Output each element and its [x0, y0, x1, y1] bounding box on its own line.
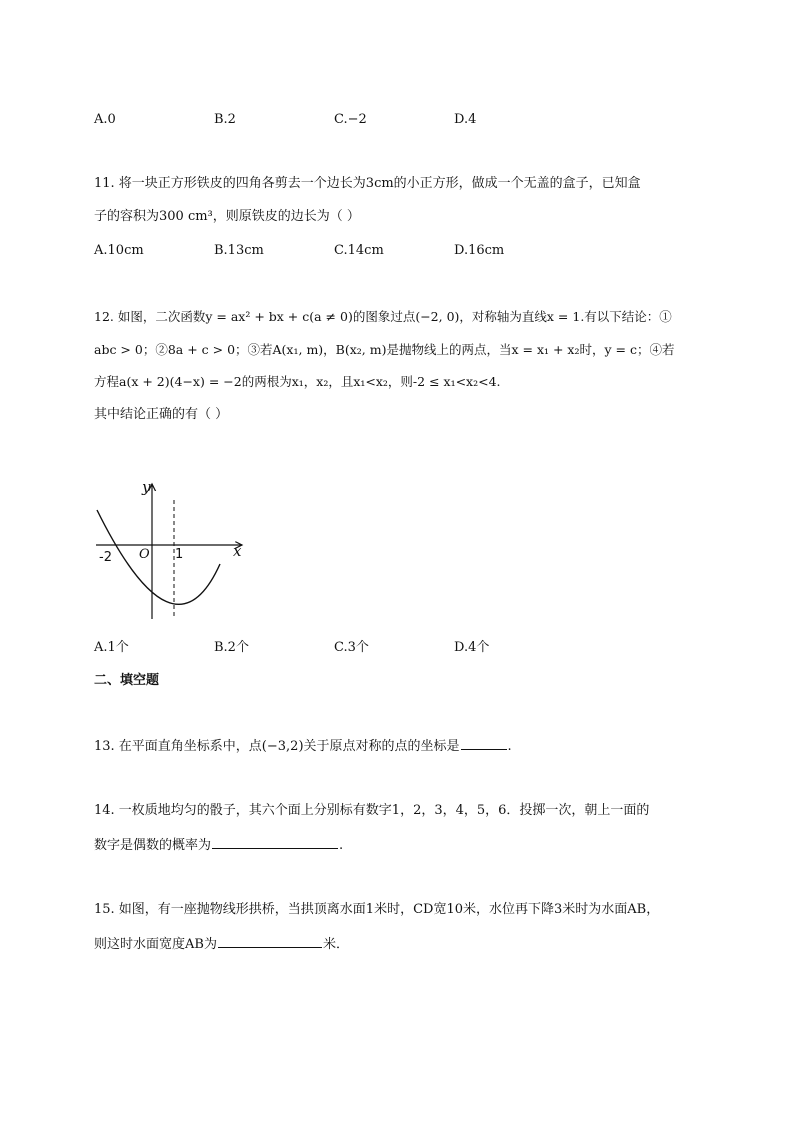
q13-answer-blank[interactable] — [461, 735, 507, 750]
q11-option-c: C.14cm — [334, 243, 384, 258]
q14-answer-blank[interactable] — [212, 834, 338, 849]
q14-line2 — [94, 834, 343, 856]
q12-line3: 方程a(x + 2)(4−x) = −2的两根为x₁，x₂，且x₁<x₂，则-2 ≤ x₁<x₂<4. — [94, 374, 501, 389]
q15-line2 — [94, 933, 349, 955]
q15-line1: 15. 如图，有一座抛物线形拱桥，当拱顶离水面1米时，CD宽10米，水位再下降3米时为水面AB， — [94, 902, 660, 917]
one-label: 1 — [175, 547, 184, 562]
q10-option-d: D.4 — [454, 112, 477, 127]
q11-option-a: A.10cm — [94, 243, 144, 258]
q12-option-a: A.1个 — [94, 640, 129, 655]
q15-answer-blank[interactable] — [218, 933, 322, 948]
q12-option-c: C.3个 — [334, 640, 369, 655]
q14-line2-text: 数字是偶数的概率为 — [94, 838, 212, 853]
q10-option-a: A.0 — [94, 112, 116, 127]
q10-option-b: B.2 — [214, 112, 236, 127]
q12-line1: 12. 如图，二次函数y = ax² + bx + c(a ≠ 0)的图象过点(−2, 0)，对称轴为直线x = 1.有以下结论：① — [94, 309, 672, 324]
neg2-label: -2 — [99, 550, 112, 565]
q11-line2: 子的容积为300 cm³，则原铁皮的边长为（ ） — [94, 209, 360, 224]
q11-option-b: B.13cm — [214, 243, 264, 258]
origin-label: O — [139, 547, 150, 562]
q12-option-d: D.4个 — [454, 640, 490, 655]
x-axis-label: x — [233, 542, 242, 560]
q11-option-d: D.16cm — [454, 243, 505, 258]
q12-line2: abc > 0；②8a + c > 0；③若A(x₁, m)，B(x₂, m)是抛物线上的两点，当x = x₁ + x₂时，y = c；④若 — [94, 342, 675, 357]
y-axis-label: y — [142, 478, 151, 496]
parabola-curve — [97, 510, 220, 604]
parabola-figure — [94, 474, 254, 624]
q13 — [94, 735, 512, 757]
q15-line2-text: 则这时水面宽度AB为 — [94, 937, 217, 952]
q14-line1: 14. 一枚质地均匀的骰子，其六个面上分别标有数字1，2，3，4，5，6．投掷一次，朝上一面的 — [94, 803, 650, 818]
q12-line4: 其中结论正确的有（ ） — [94, 407, 229, 422]
q12-option-b: B.2个 — [214, 640, 249, 655]
q13-end: . — [507, 739, 512, 754]
q10-option-c: C.−2 — [334, 112, 367, 127]
q11-line1: 11. 将一块正方形铁皮的四角各剪去一个边长为3cm的小正方形，做成一个无盖的盒子，已知盒 — [94, 176, 641, 191]
q15-end: 米． — [322, 937, 349, 952]
q14-end: . — [339, 838, 344, 853]
q13-text: 13. 在平面直角坐标系中，点(−3,2)关于原点对称的点的坐标是 — [94, 739, 460, 754]
section-title-fill-in: 二、填空题 — [94, 673, 160, 688]
